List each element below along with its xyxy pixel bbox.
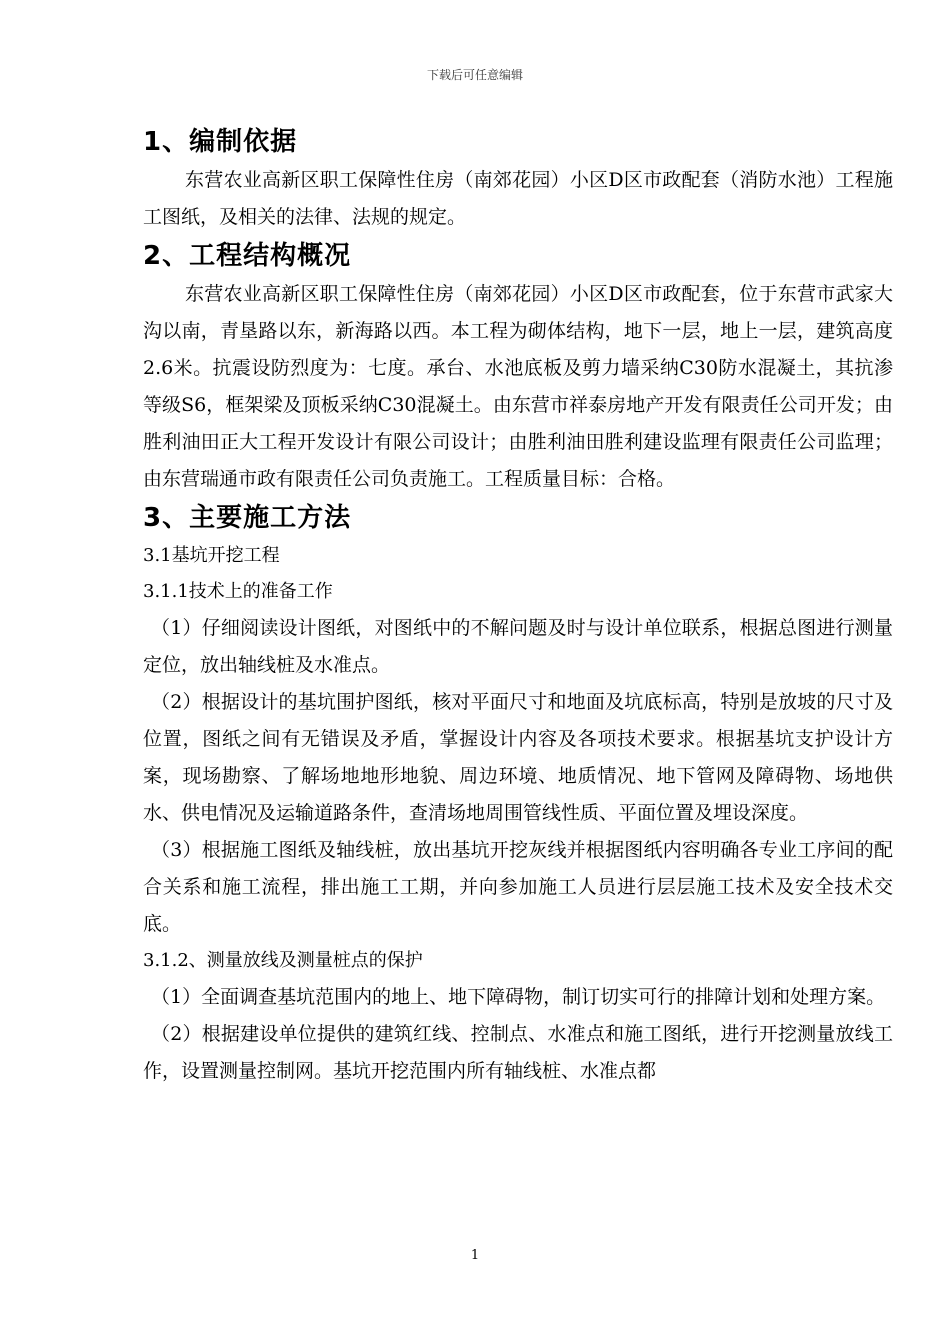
page-number: 1 (470, 1248, 480, 1263)
section-1-paragraph: 东营农业高新区职工保障性住房（南郊花园）小区D区市政配套（消防水池）工程施工图纸，及相关的法律、法规的规定。 (143, 169, 893, 228)
subsection-3-1-2-title: 3.1.2、测量放线及测量桩点的保护 (143, 950, 423, 971)
subsection-3-1-title: 3.1基坑开挖工程 (143, 545, 280, 566)
paragraph-3-1-1-item-1: （1）仔细阅读设计图纸，对图纸中的不解问题及时与设计单位联系，根据总图进行测量定位，放出轴线桩及水准点。 (143, 617, 893, 676)
paragraph-3-1-2-item-1: （1）全面调查基坑范围内的地上、地下障碍物，制订切实可行的排障计划和处理方案。 (151, 986, 886, 1008)
paragraph-3-1-2-item-2: （2）根据建设单位提供的建筑红线、控制点、水准点和施工图纸，进行开挖测量放线工作，设置测量控制网。基坑开挖范围内所有轴线桩、水准点都 (143, 1023, 893, 1082)
document-body (143, 122, 893, 1090)
section-2-title: 2、工程结构概况 (143, 241, 352, 271)
paragraph-3-1-1-item-2: （2）根据设计的基坑围护图纸，核对平面尺寸和地面及坑底标高，特别是放坡的尺寸及位置，图纸之间有无错误及矛盾，掌握设计内容及各项技术要求。根据基坑支护设计方案，现场勘察、了解场地地形地貌、周边环境、地质情况、地下管网及障碍物、场地供水、供电情况及运输道路条件，查清场地周围管线性质、平面位置及埋设深度。 (143, 691, 893, 824)
section-3-title: 3、主要施工方法 (143, 503, 352, 533)
section-2-paragraph: 东营农业高新区职工保障性住房（南郊花园）小区D区市政配套，位于东营市武家大沟以南，青垦路以东，新海路以西。本工程为砌体结构，地下一层，地上一层，建筑高度2.6米。抗震设防烈度为：七度。承台、水池底板及剪力墙采纳C30防水混凝土，其抗渗等级S6，框架梁及顶板采纳C30混凝土。由东营市祥泰房地产开发有限责任公司开发；由胜利油田正大工程开发设计有限公司设计；由胜利油田胜利建设监理有限责任公司监理；由东营瑞通市政有限责任公司负责施工。工程质量目标：合格。 (143, 283, 893, 490)
subsection-3-1-1-title: 3.1.1技术上的准备工作 (143, 581, 333, 602)
paragraph-3-1-1-item-3: （3）根据施工图纸及轴线桩，放出基坑开挖灰线并根据图纸内容明确各专业工序间的配合关系和施工流程，排出施工工期，并向参加施工人员进行层层施工技术及安全技术交底。 (143, 839, 893, 935)
section-1-title: 1、编制依据 (143, 127, 298, 157)
page-header: 下载后可任意编辑 (426, 68, 523, 82)
